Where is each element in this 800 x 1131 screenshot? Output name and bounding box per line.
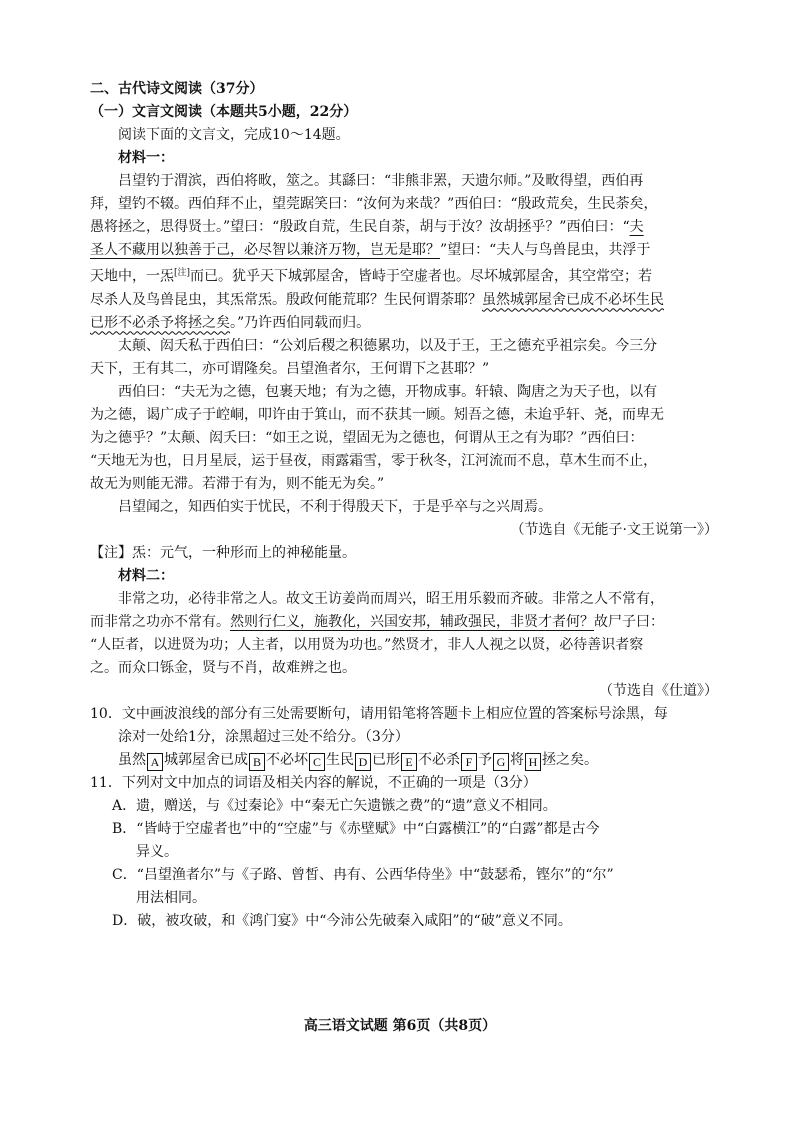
underlined-sentence: 然则行仁义，施教化，兴国安邦，辅政强民，非贤才者何？ <box>230 613 594 630</box>
answer-box-c[interactable]: C <box>309 753 325 771</box>
passage-line: 天下，王有其二，亦可谓隆矣。吕望渔者尔，王何谓下之甚耶？” <box>90 360 490 377</box>
segment-text: 拯之矣。 <box>542 751 598 768</box>
segment-text: 已形 <box>372 751 400 768</box>
option-a[interactable]: A．遗，赠送，与《过秦论》中“秦无亡矢遗镞之费”的“遗”意义不相同。 <box>112 797 557 814</box>
option-c[interactable]: C．“吕望渔者尔”与《子路、曾皙、冉有、公西华侍坐》中“鼓瑟希，铿尔”的“尔” <box>112 866 614 883</box>
question-10-answer-row <box>90 749 718 772</box>
answer-box-f[interactable]: F <box>461 753 477 771</box>
passage-line: 吕望闻之，知西伯实于忧民，不利于得殷天下，于是乎卒与之兴周焉。 <box>118 498 552 515</box>
passage-line: 为之德，谒广成子于崆峒，叩许由于箕山，而不获其一顾。矧吾之德，未迨乎轩、尧，而卑无 <box>90 406 664 423</box>
note-marker: [注] <box>174 268 191 278</box>
segment-text: 将 <box>510 751 524 768</box>
material2-label: 材料二： <box>118 567 174 584</box>
source-citation: （节选自《仕道》） <box>599 682 718 699</box>
answer-box-d[interactable]: D <box>355 753 371 771</box>
segment-text: 不必坏 <box>266 751 308 768</box>
passage-line <box>90 239 718 262</box>
passage-text: 尽杀人及鸟兽昆虫，其炁常炁。殷政何能荒耶？生民何谓荼耶？ <box>90 291 482 308</box>
passage-text: 愚将拯之，思得贤士。”望曰：“殷政自荒，生民自荼，胡与于汝？汝胡拯乎？”西伯曰：“ <box>90 219 630 235</box>
segment-text: 不必杀 <box>418 751 460 768</box>
segment-text: 予 <box>478 751 492 768</box>
underlined-sentence: 圣人不藏用以独善于己，必尽智以兼济万物，岂无是耶？ <box>90 242 440 258</box>
segment-text: 虽然 <box>118 751 146 768</box>
option-c-continued: 用法相同。 <box>136 889 206 906</box>
passage-text: 故尸子曰： <box>594 613 664 630</box>
passage-line <box>90 312 718 335</box>
question-10-stem: 10．文中画波浪线的部分有三处需要断句，请用铅笔将答题卡上相应位置的答案标号涂黑，每 <box>90 705 668 722</box>
answer-box-b[interactable]: B <box>249 753 265 771</box>
passage-line: “人臣者，以进贤为功；人主者，以用贤为功也。”然贤才，非人人视之以贤，必待善识者察 <box>90 636 644 653</box>
passage-text: 天地中，一炁 <box>90 268 174 285</box>
passage-text: 。”乃许西伯同载而归。 <box>230 314 371 331</box>
segment-text: 城郭屋舍已成 <box>164 751 248 768</box>
source-citation: （节选自《无能子·文王说第一》） <box>510 521 718 538</box>
answer-box-a[interactable]: A <box>147 753 163 771</box>
answer-box-h[interactable]: H <box>525 753 541 771</box>
footnote: 【注】炁：元气，一种形而上的神秘能量。 <box>90 544 356 561</box>
question-10-stem: 涂对一处给1分，涂黑超过三处不给分。（3分） <box>118 728 409 745</box>
option-b-continued: 异义。 <box>136 843 178 860</box>
passage-line <box>90 289 718 312</box>
instruction: 阅读下面的文言文，完成10～14题。 <box>118 127 350 143</box>
passage-line <box>90 262 718 289</box>
passage-text: 而已。犹乎天下城郭屋舍，皆峙于空虚者也。尽坏城郭屋舍，其空常空；若 <box>190 268 653 285</box>
passage-line: “天地无为也，日月星辰，运于昼夜，雨露霜雪，零于秋冬，江河流而不息，草木生而不止， <box>90 452 658 469</box>
passage-line: 为之德乎？”太颠、闳夭曰：“如王之说，望固无为之德也，何谓从王之有为耶？”西伯曰： <box>90 429 644 446</box>
segment-text: 生民 <box>326 751 354 768</box>
answer-box-g[interactable]: G <box>493 753 509 771</box>
option-d[interactable]: D．破，被攻破，和《鸿门宴》中“今沛公先破秦入咸阳”的“破”意义不同。 <box>112 912 572 929</box>
passage-text: 而非常之功亦不常有。 <box>90 613 230 630</box>
question-11-stem: 11．下列对文中加点的词语及相关内容的解说，不正确的一项是（3分） <box>90 774 537 791</box>
passage-line: 故无为则能无滞。若滞于有为，则不能无为矣。” <box>90 475 385 492</box>
passage-line <box>90 216 718 239</box>
passage-line: 非常之功，必待非常之人。故文王访姜尚而周兴，昭王用乐毅而齐破。非常之人不常有， <box>118 590 664 607</box>
passage-line <box>90 611 718 634</box>
wavy-underlined-sentence: 已形不必杀予将拯之矣 <box>90 314 230 331</box>
answer-box-e[interactable]: E <box>401 753 417 771</box>
section-subheading: （一）文言文阅读（本题共5小题，22分） <box>90 104 358 120</box>
passage-line: 拜，望钓不辍。西伯拜不止，望莞踞笑曰：“汝何为来哉？”西伯曰：“殷政荒矣，生民荼矣， <box>90 196 658 212</box>
material1-label: 材料一： <box>118 150 174 166</box>
underlined-sentence: 夫 <box>629 219 644 235</box>
passage-text: ”望曰：“夫人与鸟兽昆虫，共浮于 <box>440 242 651 258</box>
passage-line: 西伯曰：“夫无为之德，包裹天地；有为之德，开物成事。轩辕、陶唐之为天子也，以有 <box>118 383 658 400</box>
wavy-underlined-sentence: 虽然城郭屋舍已成不必坏生民 <box>482 291 664 308</box>
section-heading: 二、古代诗文阅读（37分） <box>90 81 264 97</box>
option-b[interactable]: B．“皆峙于空虚者也”中的“空虚”与《赤壁赋》中“白露横江”的“白露”都是古今 <box>112 820 600 837</box>
passage-line: 太颠、闳夭私于西伯曰：“公刘后稷之积德累功，以及于王，王之德充乎祖宗矣。今三分 <box>118 337 658 354</box>
passage-line: 之。而众口铄金，贤与不肖，故难辨之也。 <box>90 659 356 676</box>
page-footer: 高三语文试题 第6页（共8页） <box>303 1018 497 1034</box>
exam-page <box>90 78 718 933</box>
passage-line: 吕望钓于渭滨，西伯将畋，筮之。其繇曰：“非熊非罴，天遗尔师。”及畋得望，西伯再 <box>118 173 644 189</box>
